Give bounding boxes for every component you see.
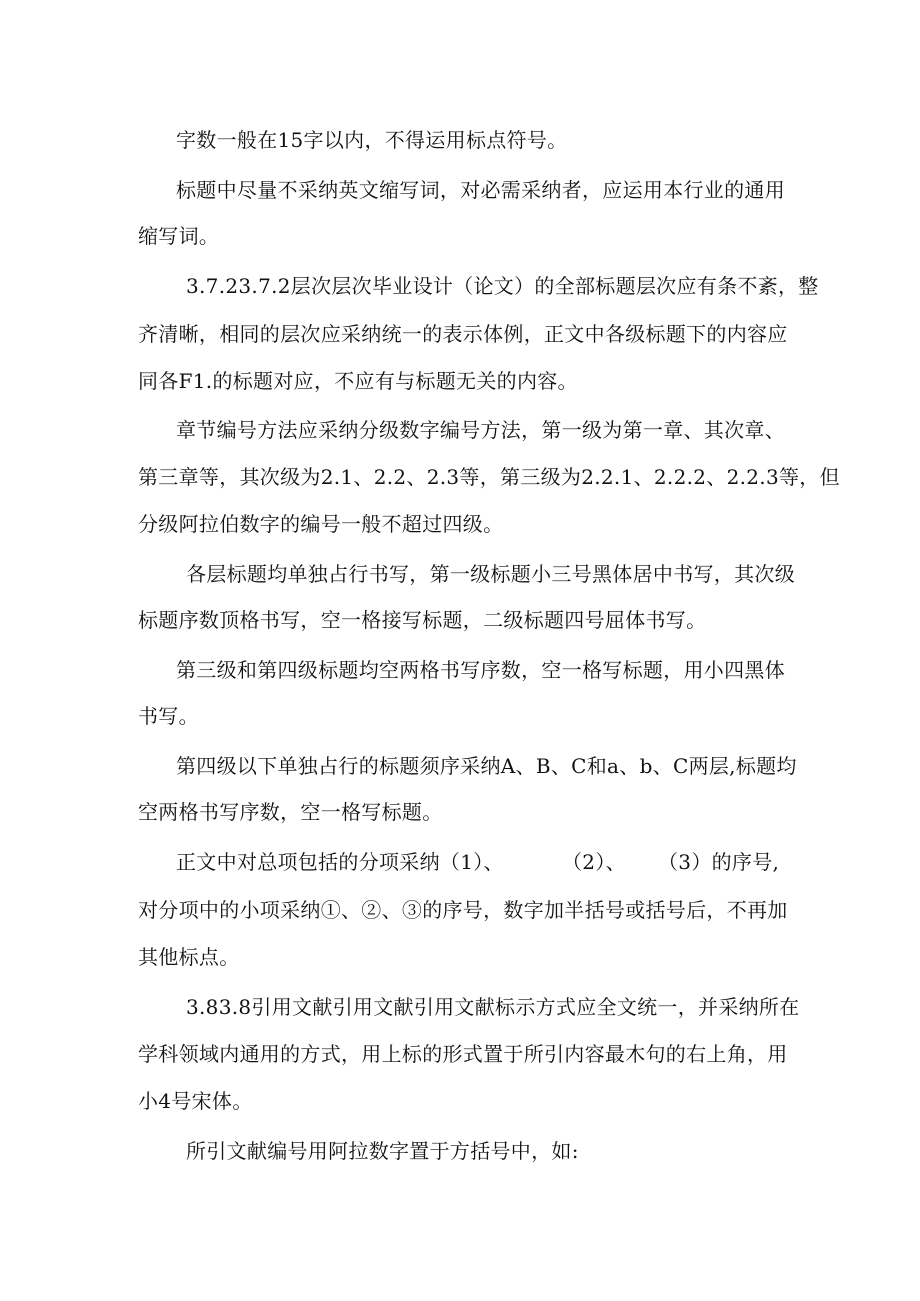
text-line: 缩写词。	[138, 224, 220, 248]
text-line: 分级阿拉伯数字的编号一般不超过四级。	[138, 512, 504, 536]
text-line-segment: 正文中对总项包括的分项采纳（1）、	[176, 850, 504, 874]
text-line-segment: （2）、	[562, 850, 626, 874]
text-line: 标题中尽量不采纳英文缩写词，对必需采纳者，应运用本行业的通用	[176, 178, 785, 202]
text-line: 各层标题均单独占行书写，第一级标题小三号黑体居中书写，其次级	[186, 562, 795, 586]
text-line-segment: （3）的序号,	[658, 850, 780, 874]
text-line: 标题序数顶格书写，空一格接写标题，二级标题四号屈体书写。	[138, 608, 707, 632]
text-line: 对分项中的小项采纳①、②、③的序号，数字加半括号或括号后，不再加	[138, 898, 788, 922]
text-line: 齐清晰，相同的层次应采纳统一的表示体例，正文中各级标题下的内容应	[138, 322, 788, 346]
text-line: 空两格书写序数，空一格写标题。	[138, 800, 443, 824]
text-line: 第三章等，其次级为2.1、2.2、2.3等，第三级为2.2.1、2.2.2、2.2.3等，但	[138, 465, 840, 489]
text-line: 3.83.8引用文献引用文献引用文献标示方式应全文统一，并采纳所在	[186, 995, 800, 1019]
text-line: 章节编号方法应采纳分级数字编号方法，第一级为第一章、其次章、	[176, 418, 785, 442]
text-line: 第四级以下单独占行的标题须序采纳A、B、C和a、b、C两层,标题均	[176, 754, 797, 778]
text-line: 第三级和第四级标题均空两格书写序数，空一格写标题，用小四黑体	[176, 658, 785, 682]
text-line: 字数一般在15字以内，不得运用标点符号。	[176, 128, 568, 152]
text-line: 小4号宋体。	[138, 1089, 253, 1113]
text-line: 学科领域内通用的方式，用上标的形式置于所引内容最木句的右上角，用	[138, 1042, 788, 1066]
text-line: 其他标点。	[138, 945, 240, 969]
text-line: 所引文献编号用阿拉数字置于方括号中，如:	[186, 1139, 579, 1163]
text-line: 书写。	[138, 704, 199, 728]
text-line: 3.7.23.7.2层次层次毕业设计（论文）的全部标题层次应有条不紊，整	[186, 274, 819, 298]
text-line: 同各F1.的标题对应，不应有与标题无关的内容。	[138, 369, 578, 393]
